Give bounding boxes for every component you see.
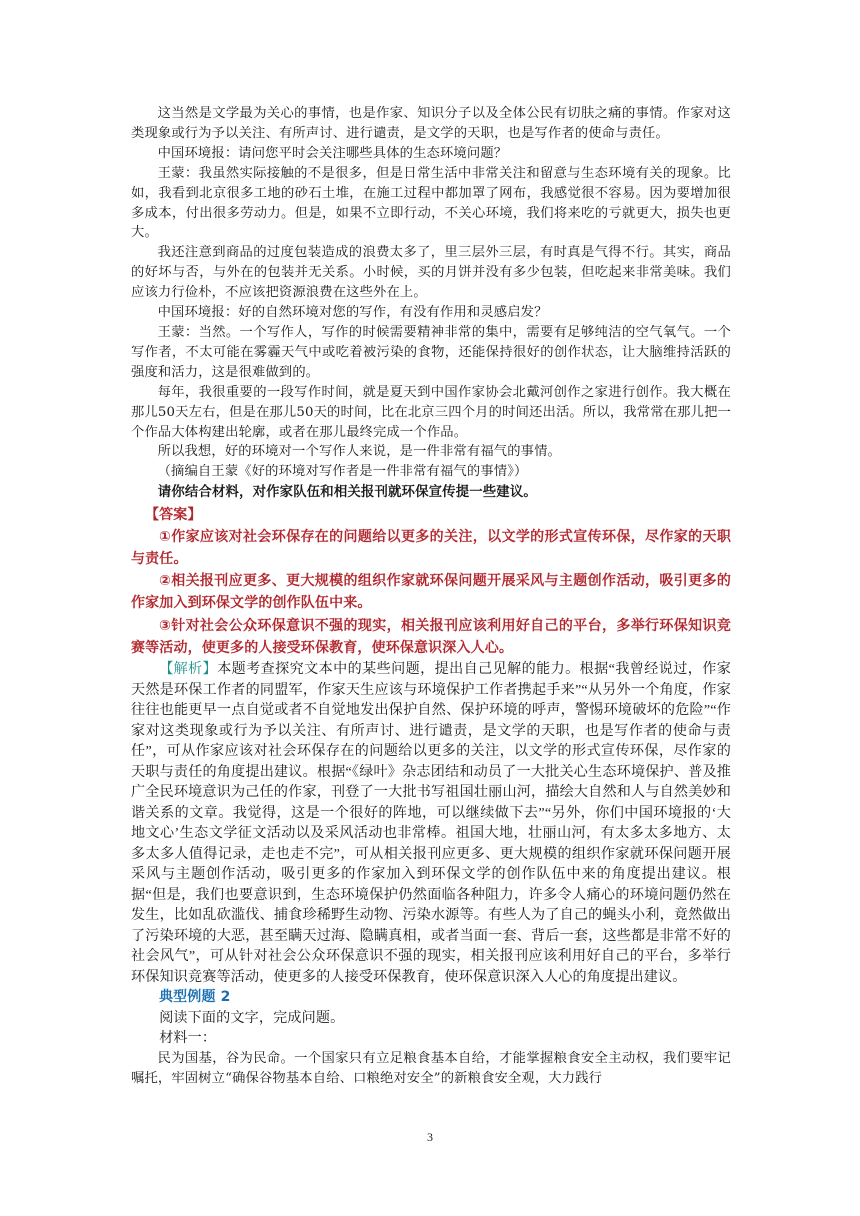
paragraph-2: 中国环境报：请问您平时会关注哪些具体的生态环境问题？ xyxy=(157,145,508,161)
paragraph-6: 王蒙：当然。一个写作人，写作的时候需要精神非常的集中，需要有足够纯洁的空气氧气。一个写作者，不太可能在雾霾天气中或吃着被污染的食物，还能保持很好的创作状态，让大脑维持活跃的强度和活力，这是很难做到的。 xyxy=(131,324,731,380)
example-title: 典型例题 2 xyxy=(159,989,231,1006)
paragraph-3: 王蒙：我虽然实际接触的不是很多，但是日常生活中非常关注和留意与生态环境有关的现象。比如，我看到北京很多工地的砂石土堆，在施工过程中都加罩了网布，我感觉很不容易。因为要增加很多成本，付出很多劳动力。但是，如果不立即行动，不关心环境，我们将来吃的亏就更大，损失也更大。 xyxy=(131,165,731,241)
answer-item-1: ①作家应该对社会环保存在的问题给以更多的关注，以文学的形式宣传环保，尽作家的天职与责任。 xyxy=(131,528,731,567)
material-label: 材料一： xyxy=(159,1030,217,1047)
page-number: 3 xyxy=(427,1130,433,1144)
paragraph-7: 每年，我很重要的一段写作时间，就是夏天到中国作家协会北戴河创作之家进行创作。我大概在那儿50天左右，但是在那儿50天的时间，比在北京三四个月的时间还出活。所以，我常常在那儿把一个作品大体构建出轮廓，或者在那儿最终完成一个作品。 xyxy=(131,384,731,440)
question-prompt: 请你结合材料，对作家队伍和相关报刊就环保宣传提一些建议。 xyxy=(157,485,537,501)
answer-item-2: ②相关报刊应更多、更大规模的组织作家就环保问题开展采风与主题创作活动，吸引更多的作家加入到环保文学的创作队伍中来。 xyxy=(131,573,731,612)
analysis-label: 【解析】 xyxy=(159,661,218,678)
paragraph-1: 这当然是文学最为关心的事情，也是作家、知识分子以及全体公民有切肤之痛的事情。作家对这类现象或行为予以关注、有所声讨、进行谴责，是文学的天职，也是写作者的使命与责任。 xyxy=(131,106,731,141)
instruction: 阅读下面的文字，完成问题。 xyxy=(159,1009,345,1026)
page-content xyxy=(131,104,731,1089)
paragraph-5: 中国环境报：好的自然环境对您的写作，有没有作用和灵感启发？ xyxy=(157,305,548,321)
source-citation: （摘编自王蒙《好的环境对写作者是一件非常有福气的事情》） xyxy=(157,464,528,480)
answer-label: 【答案】 xyxy=(145,506,202,523)
paragraph-8: 所以我想，好的环境对一个写作人来说，是一件非常有福气的事情。 xyxy=(157,444,561,460)
material-text: 民为国基，谷为民命。一个国家只有立足粮食基本自给，才能掌握粮食安全主动权，我们要牢记嘱托，牢固树立“确保谷物基本自给、口粮绝对安全”的新粮食安全观，大力践行 xyxy=(131,1050,731,1086)
analysis-paragraph xyxy=(131,659,731,987)
analysis-text: 本题考查探究文本中的某些问题，提出自己见解的能力。根据“我曾经说过，作家天然是环保工作者的同盟军，作家天生应该与环境保护工作者携起手来”“从另外一个角度，作家往往也能更早一点自觉或者不自觉地发出保护自然、保护环境的呼声，警惕环境破坏的危险”“作家对这类现象或行为予以关注、有所声讨、进行谴责，是文学的天职，也是写作者的使命与责任”，可从作家应该对社会环保存在的问题给以更多的关注，以文学的形式宣传环保，尽作家的天职与责任的角度提出建议。根据“《绿叶》杂志团结和动员了一大批关心生态环境保护、普及推广全民环境意识为己任的作家，刊登了一大批书写祖国壮丽山河，描绘大自然和人与自然美妙和谐关系的文章。我觉得，这是一个很好的阵地，可以继续做下去”“另外，你们中国环境报的‘大地文心’生态文学征文活动以及采风活动也非常棒。祖国大地，壮丽山河，有太多太多地方、太多太多人值得记录，走也走不完”，可从相关报刊应更多、更大规模的组织作家就环保问题开展采风与主题创作活动，吸引更多的作家加入到环保文学的创作队伍中来的角度提出建议。根据“但是，我们也要意识到，生态环境保护仍然面临各种阻力，许多令人痛心的环境问题仍然在发生，比如乱砍滥伐、捕食珍稀野生动物、污染水源等。有些人为了自己的蝇头小利，竟然做出了污染环境的大恶，甚至瞒天过海、隐瞒真相，或者当面一套、背后一套，这些都是非常不好的社会风气”，可从针对社会公众环保意识不强的现实，相关报刊应该利用好自己的平台，多举行环保知识竞赛等活动，使更多的人接受环保教育，使环保意识深入人心的角度提出建议。 xyxy=(131,661,731,985)
paragraph-4: 我还注意到商品的过度包装造成的浪费太多了，里三层外三层，有时真是气得不行。其实，商品的好坏与否，与外在的包装并无关系。小时候，买的月饼并没有多少包装，但吃起来非常美味。我们应该力行俭朴，不应该把资源浪费在这些外在上。 xyxy=(131,245,731,301)
answer-item-3: ③针对社会公众环保意识不强的现实，相关报刊应该利用好自己的平台，多举行环保知识竞赛等活动，使更多的人接受环保教育，使环保意识深入人心。 xyxy=(131,617,731,656)
